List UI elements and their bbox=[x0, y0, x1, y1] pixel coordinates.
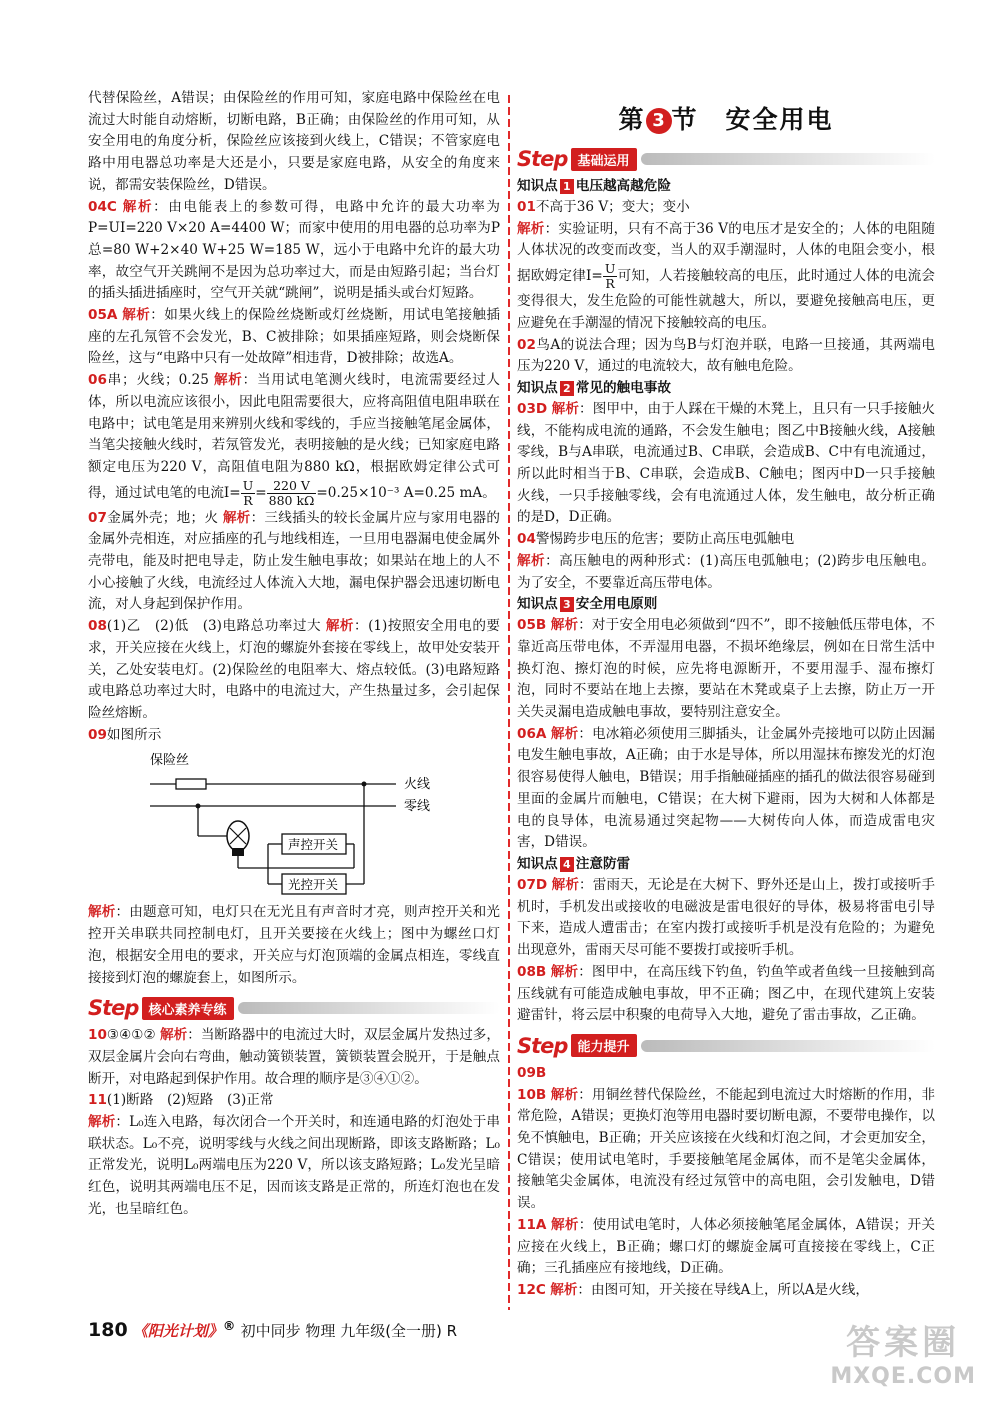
section-title: 第 3 节 安全用电 bbox=[618, 105, 834, 134]
knowledge-point-2: 知识点 2 常见的触电事故 bbox=[517, 379, 671, 396]
analysis-text: ：对于安全用电必须做到“四不”，即不接触低压带电体，不靠近高压带电体，不弄湿用电器，不损坏绝缘层，例如在日常生活中换灯泡、擦灯泡的时候，应先将电源断开，不要用湿手、湿布擦灯泡，同时不要站在地上去擦，要站在木凳或桌子上去擦，防止万一开关失灵漏电造成触电事故，要特别注意安全。 bbox=[517, 617, 936, 721]
right-answer-09 bbox=[517, 1063, 935, 1085]
analysis-text-cont: 可知，人若接触较高的电压，此时通过人体的电流会变得很大，发生危险的可能性就越大，所以，要避免接触高电压，更应避免在手潮湿的情况下接触较高的电压。 bbox=[517, 268, 935, 331]
analysis-text: ：当断路器中的电流过大时，双层金属片发热过多，双层金属片会向右弯曲，触动簧锁装置，簧锁装置会脱开，于是触点断开，对电路起到保护作用。故合理的顺序是③④①②。 bbox=[88, 1027, 501, 1087]
analysis-label: 解析 bbox=[550, 1281, 578, 1298]
question-number: 02 bbox=[517, 336, 536, 353]
left-intro-paragraph: 代替保险丝，A错误；由保险丝的作用可知，家庭电路中保险丝在电流过大时能自动熔断，切断电路，B正确；由保险丝的作用可知，从安全用电的角度分析，保险丝应该接到火线上，C错误；不管家庭电路中用电器总功率是大还是小，只要是家庭电路，从安全的角度来说，都需安装保险丝，D错误。 bbox=[88, 90, 500, 193]
answer-08 bbox=[88, 616, 500, 725]
step-decoration bbox=[641, 1040, 935, 1052]
analysis-label: 解析 bbox=[122, 198, 154, 215]
analysis-text: ：三线插头的较长金属片应与家用电器的金属外壳相连，对应插座的孔与地线相连，一旦用电器漏电使金属外壳带电，能及时把电导走，防止发生触电事故；如果站在地上的人不小心接触了火线，电流经过人体流入大地，漏电保护器会迅速切断电流，对人身起到保护作用。 bbox=[88, 509, 501, 613]
answer-letter: C bbox=[535, 1281, 546, 1298]
question-number: 11 bbox=[88, 1092, 107, 1109]
knowledge-point-3: 知识点 3 安全用电原则 bbox=[517, 596, 658, 613]
analysis-text: ：图甲中，由于人踩在干燥的木凳上，且只有一只手接触火线，不能构成电流的通路，不会发生触电；图乙中B接触火线，A接触零线，B与A串联，电流通过B、C串联，会造成B、C中有电流通过，所以此时相当于B、C串联，会造成B、C触电；图丙中D一只手接触火线，一只手接触零线，会有电流通过人体，发生触电，故分析正确的是D，D正确。 bbox=[517, 400, 936, 526]
analysis-label: 解析 bbox=[550, 1086, 579, 1103]
analysis-label: 解析 bbox=[551, 400, 580, 417]
analysis-label: 解析 bbox=[550, 617, 579, 634]
fuse-symbol bbox=[176, 779, 206, 789]
analysis-label: 解析 bbox=[213, 372, 243, 389]
fraction-values: $\frac{220 V}{880 k\Omega}$ bbox=[268, 477, 315, 508]
question-number: 07 bbox=[88, 509, 107, 526]
answer-letter: B bbox=[535, 617, 547, 634]
question-number: 10 bbox=[517, 1086, 536, 1103]
answer-05 bbox=[88, 305, 500, 370]
question-number: 09 bbox=[517, 1064, 536, 1081]
question-number: 05 bbox=[88, 307, 107, 324]
step-banner-1 bbox=[517, 146, 935, 172]
step-banner-2 bbox=[88, 995, 500, 1021]
step-label: Step bbox=[517, 1033, 568, 1058]
analysis-label: 解析 bbox=[160, 1027, 188, 1044]
right-answer-01 bbox=[517, 197, 935, 335]
analysis-result: =0.25×10⁻³ A=0.25 mA。 bbox=[316, 484, 496, 501]
question-number: 11 bbox=[517, 1216, 536, 1233]
watermark-line1: 答案圈 bbox=[846, 1323, 961, 1363]
right-answer-03 bbox=[517, 399, 935, 529]
question-number: 07 bbox=[517, 876, 536, 893]
answer-10 bbox=[88, 1025, 500, 1090]
answer-09 bbox=[88, 725, 500, 747]
answer-letter: A bbox=[106, 307, 118, 324]
step-title: 基础运用 bbox=[571, 148, 637, 171]
analysis-text: ：由图可知，开关接在导线A上，所以A是火线， bbox=[577, 1281, 869, 1298]
answer-letter: D bbox=[535, 876, 548, 893]
analysis-label: 解析 bbox=[88, 904, 116, 921]
right-answer-10 bbox=[517, 1085, 935, 1215]
analysis-text: ：由电能表上的参数可得，电路中允许的最大功率为P=UI=220 V×20 A=4400 W；而家中使用的用电器的总功率为P总=80 W+2×40 W+25 W=185 W，远小于电路中允许的最大功率，故空气开关跳闸不是因为总功率过大，而是由短路引起；当台灯的插头插进插座时，空气开关就“跳闸”，说明是插头或台灯短路。 bbox=[88, 198, 501, 302]
right-answer-05 bbox=[517, 615, 935, 724]
answer-letter: B bbox=[535, 1064, 547, 1081]
analysis-label: 解析 bbox=[550, 963, 579, 980]
right-answer-02 bbox=[517, 335, 935, 378]
sound-switch-label: 声控开关 bbox=[288, 837, 339, 853]
answer-text: (1)乙 (2)低 (3)电路总功率过大 bbox=[106, 618, 322, 635]
analysis-text: ：用铜丝替代保险丝，不能起到电流过大时熔断的作用，非常危险，A错误；更换灯泡等用电器时要切断电源，不要带电操作，以免不慎触电，B正确；开关应该接在火线和灯泡之间，才会更加安全，C错误；使用试电笔时，手要接触笔尾金属体，而不是笔尖金属体，接触笔尖金属体，电流没有经过氖管中的高电阻，会引发触电，D错误。 bbox=[517, 1086, 936, 1212]
answer-text: 警惕跨步电压的危害；要防止高压电弧触电 bbox=[535, 531, 795, 548]
answer-11 bbox=[88, 1090, 500, 1220]
question-number: 10 bbox=[88, 1027, 107, 1044]
answer-letter: D bbox=[535, 400, 548, 417]
analysis-text: ：由题意可知，电灯只在无光且有声音时才亮，则声控开关和光控开关串联共同控制电灯，且开关要接在火线上；图中为螺丝口灯泡，根据安全用电的要求，开关应与灯泡顶端的金属点相连，零线直接接到灯泡的螺旋套上，如图所示。 bbox=[88, 904, 501, 986]
analysis-text: ：(1)按照安全用电的要求，开关应接在火线上，灯泡的螺旋外套接在零线上，故甲处安装开关，乙处安装电灯。(2)保险丝的电阻率大、熔点较低。(3)电路短路或电路总功率过大时，电路中的电流过大，产生热量过多，会引起保险丝熔断。 bbox=[88, 618, 500, 721]
analysis-text: ：高压触电的两种形式：(1)高压电弧触电；(2)跨步电压触电。为了安全，不要靠近高压带电体。 bbox=[517, 552, 936, 591]
answer-letter: A bbox=[535, 1216, 547, 1233]
right-answer-07 bbox=[517, 875, 935, 962]
answer-text: ③④①② bbox=[106, 1027, 156, 1044]
fraction-u-over-r: $\frac{U}{R}$ bbox=[604, 261, 616, 292]
analysis-label: 解析 bbox=[517, 220, 545, 237]
watermark bbox=[830, 1315, 976, 1389]
analysis-text: ：实验证明，只有不高于36 V的电压才是安全的；人体的电阻随人体状况的改变而改变，当人的双手潮湿时，人体的电阻会变小，根据欧姆定律I= bbox=[517, 220, 936, 285]
analysis-text: ：L₀连入电路，每次闭合一个开关时，和连通电路的灯泡处于串联状态。L₀不亮，说明零线与火线之间出现断路，即该支路断路；L₀正常发光，说明L₀两端电压为220 V，所以该支路短路；L₀发光呈暗红色，说明其两端电压不足，因而该支路是正常的，所连灯泡也在发光，也呈暗红色。 bbox=[88, 1114, 500, 1217]
right-answer-06 bbox=[517, 724, 935, 854]
answer-letter: B bbox=[535, 963, 547, 980]
answer-07 bbox=[88, 508, 500, 617]
light-switch-label: 光控开关 bbox=[288, 877, 339, 893]
answer-letter: B bbox=[535, 1086, 547, 1103]
knowledge-point-4: 知识点 4 注意防雷 bbox=[517, 855, 631, 872]
step-label: Step bbox=[517, 147, 568, 171]
analysis-text: ：雷雨天，无论是在大树下、野外还是山上，拨打或接听手机时，手机发出或接收的电磁波是雷电很好的导体，极易将雷电引导下来，造成人遭雷击；在室内拨打或接听手机是没有危险的；为避免出现意外，雷雨天尽可能不要拨打或接听手机。 bbox=[517, 876, 936, 959]
question-number: 06 bbox=[88, 372, 107, 389]
analysis-text: ：图甲中，在高压线下钓鱼，钓鱼竿或者鱼线一旦接触到高压线就有可能造成触电事故，甲不正确；图乙中，在现代建筑上安装避雷针，将云层中积聚的电荷导入大地，避免了雷击事故，乙正确。 bbox=[517, 963, 936, 1024]
answer-text: (1)断路 (2)短路 (3)正常 bbox=[106, 1092, 274, 1109]
answer-09-analysis bbox=[88, 902, 500, 989]
step-label: Step bbox=[88, 996, 139, 1021]
circuit-svg bbox=[88, 748, 500, 898]
analysis-label: 解析 bbox=[88, 1114, 116, 1131]
step-banner-3 bbox=[517, 1033, 935, 1059]
analysis-label: 解析 bbox=[551, 1216, 579, 1233]
question-number: 08 bbox=[88, 618, 107, 635]
brand-name: 《阳光计划》 bbox=[132, 1322, 223, 1340]
right-answer-04 bbox=[517, 529, 935, 594]
page-footer: 180 《阳光计划》® 初中同步 物理 九年级(全一册) R bbox=[88, 1318, 458, 1341]
analysis-text: ：如果火线上的保险丝烧断或灯丝烧断，用试电笔接触插座的左孔氖管不会发光，B、C被排除；如果插座短路，则会烧断保险丝，这与“电路中只有一处故障”相违背，D被排除；故选A。 bbox=[88, 307, 501, 367]
analysis-label: 解析 bbox=[550, 725, 579, 742]
screw-lamp-symbol bbox=[227, 821, 249, 856]
question-number: 01 bbox=[517, 199, 536, 215]
left-column bbox=[88, 88, 500, 1221]
step-decoration bbox=[238, 1002, 500, 1014]
question-number: 06 bbox=[517, 725, 536, 742]
watermark-line2: MXQE.COM bbox=[830, 1364, 976, 1389]
book-title: 初中同步 物理 九年级(全一册) R bbox=[240, 1322, 458, 1340]
page-number: 180 bbox=[88, 1319, 128, 1341]
right-answer-11 bbox=[517, 1215, 935, 1280]
column-divider bbox=[508, 95, 510, 1310]
question-number: 09 bbox=[88, 726, 107, 743]
question-number: 04 bbox=[88, 198, 107, 215]
answer-04 bbox=[88, 197, 500, 306]
right-column bbox=[517, 88, 935, 1302]
analysis-text: ：电冰箱必须使用三脚插头，让金属外壳接地可以防止因漏电发生触电事故，A正确；由于水是导体，所以用湿抹布擦发光的灯泡很容易使得人触电，B错误；用手指触碰插座的插孔的做法很容易碰到里面的金属片而触电，C错误；在大树下避雨，因为大树和人体都是电的良导体，电流易通过突起物——大树传向人体，而造成雷电灾害，D错误。 bbox=[517, 725, 936, 851]
answer-letter: A bbox=[535, 725, 547, 742]
analysis-label: 解析 bbox=[551, 876, 580, 893]
answer-letter: C bbox=[106, 198, 117, 215]
answer-text: 金属外壳；地；火 bbox=[106, 509, 219, 526]
step-title: 核心素养专练 bbox=[142, 997, 234, 1020]
step-decoration bbox=[641, 153, 935, 165]
analysis-label: 解析 bbox=[325, 618, 355, 635]
analysis-text: ：使用试电笔时，人体必须接触笔尾金属体，A错误；开关应接在火线上，B正确；螺口灯的螺旋金属可直接接在零线上，C正确；三孔插座应有接地线，D正确。 bbox=[517, 1216, 935, 1277]
analysis-text: ：当用试电笔测火线时，电流需要经过人体，所以电流应该很小，因此电阻需要很大，应将高阻值电阻串联在电路中；试电笔是用来辨别火线和零线的，手应当接触笔尾金属体，当笔尖接触火线时，若氖管发光，表明接触的是火线；已知家庭电路额定电压为220 V，高阻值电阻为880 kΩ，根据欧姆定律公式可得，通过试电笔的电流I= bbox=[88, 372, 501, 501]
fraction-u-over-r: $\frac{U}{R}$ bbox=[242, 477, 254, 508]
live-wire-label: 火线 bbox=[404, 777, 431, 793]
step-title: 能力提升 bbox=[571, 1034, 637, 1057]
right-answer-08 bbox=[517, 962, 935, 1027]
answer-text: 不高于36 V；变大；变小 bbox=[535, 199, 690, 215]
section-number-badge: 3 bbox=[646, 108, 672, 134]
analysis-label: 解析 bbox=[122, 307, 151, 324]
question-number: 03 bbox=[517, 400, 536, 417]
fuse-label: 保险丝 bbox=[150, 753, 190, 769]
question-number: 12 bbox=[517, 1281, 536, 1298]
circuit-diagram bbox=[88, 748, 500, 898]
analysis-label: 解析 bbox=[517, 552, 546, 569]
answer-text: 鸟A的说法合理；因为鸟B与灯泡并联，电路一旦接通，其两端电压为220 V，通过的电流较大，故有触电危险。 bbox=[517, 336, 935, 375]
question-number: 05 bbox=[517, 617, 536, 634]
answer-text: 如图所示 bbox=[106, 726, 162, 743]
neutral-wire-label: 零线 bbox=[404, 799, 431, 815]
question-number: 08 bbox=[517, 963, 536, 980]
question-number: 04 bbox=[517, 531, 536, 548]
answer-06: 06串；火线；0.25 解析：当用试电笔测火线时，电流需要经过人体，所以电流应该很小，因此电阻需要很大，应将高阻值电阻串联在电路中；试电笔是用来辨别火线和零线的，手应当接触笔尾金属体，当笔尖接触火线时，若氖管发光，表明接触的是火线；已知家庭电路额定电压为220 V，高阻值电阻为880 kΩ，根据欧姆定律公式可得，通过试电笔的电流I= $\frac{U}{R}$ = $\frac{220 V}{880 k\Omega}$ =0.25×10⁻³ A=0.25 mA。 bbox=[88, 372, 501, 508]
knowledge-point-1: 知识点 1 电压越高越危险 bbox=[517, 178, 671, 194]
analysis-label: 解析 bbox=[222, 509, 251, 526]
right-answer-12 bbox=[517, 1280, 935, 1302]
answer-text: 串；火线；0.25 bbox=[106, 372, 209, 389]
